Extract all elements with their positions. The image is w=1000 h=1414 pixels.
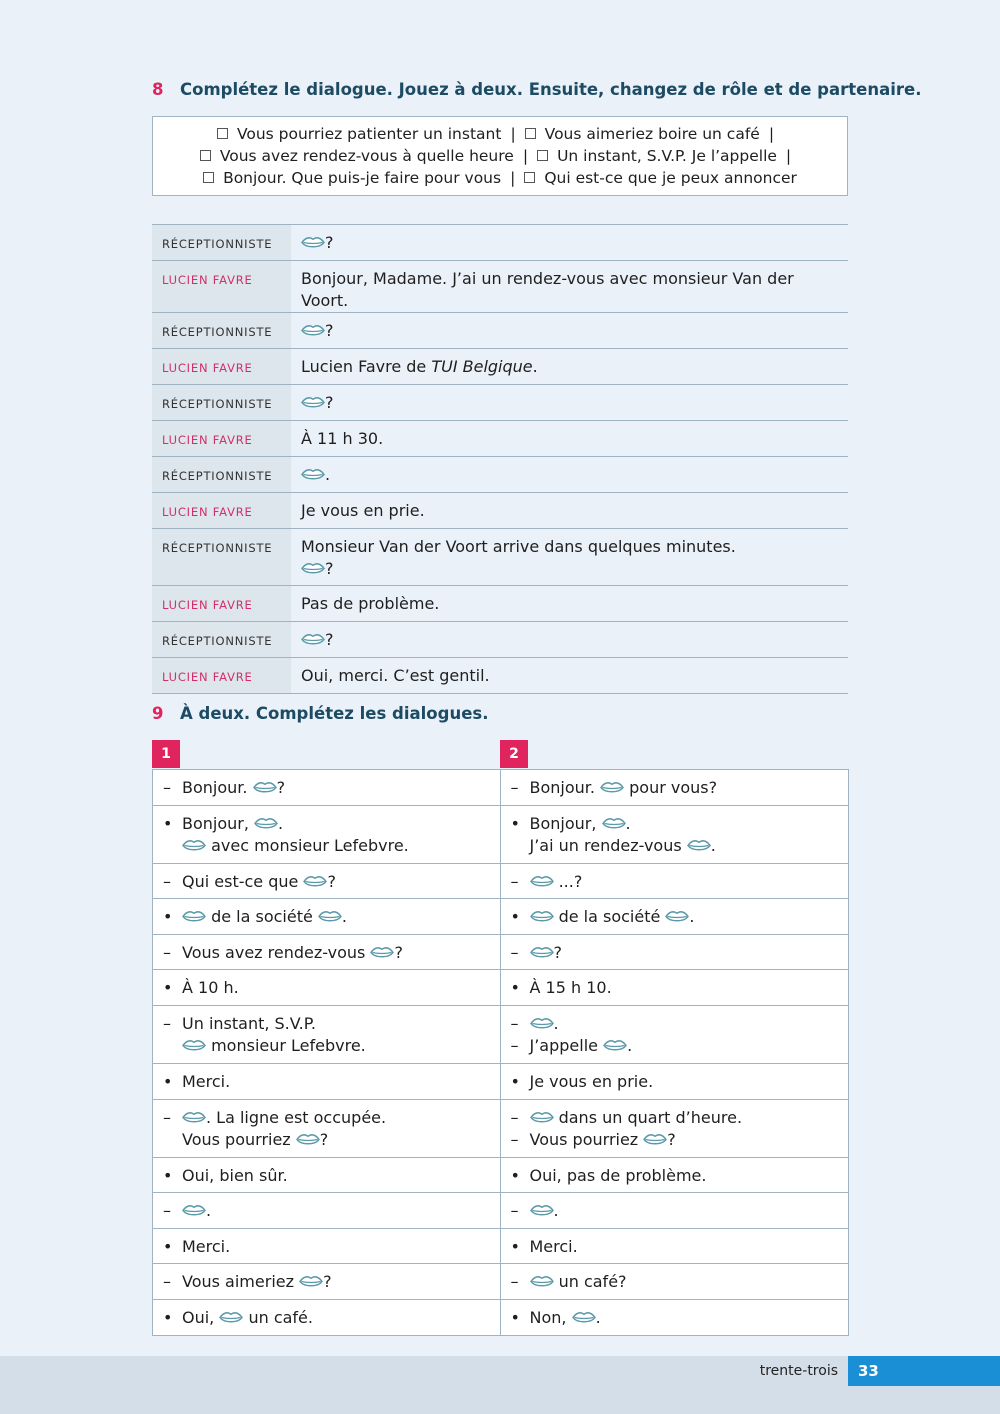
table-cell bbox=[501, 1100, 849, 1157]
text: Bonjour. bbox=[529, 778, 601, 797]
table-cell bbox=[501, 1193, 849, 1228]
text: Vous pourriez bbox=[529, 1129, 644, 1149]
dialogue-row bbox=[152, 622, 848, 658]
table-row bbox=[153, 863, 848, 899]
table-row bbox=[153, 969, 848, 1005]
table-row bbox=[153, 1228, 848, 1264]
dialogues-table bbox=[152, 769, 849, 1336]
table-cell bbox=[501, 1229, 849, 1264]
lips-icon[interactable] bbox=[530, 875, 554, 888]
lips-icon[interactable] bbox=[370, 946, 394, 959]
dash-marker: – bbox=[510, 1129, 519, 1149]
bullet-marker: • bbox=[510, 978, 520, 998]
table-cell bbox=[153, 935, 501, 970]
text: de la société bbox=[553, 907, 666, 927]
speaker-label: LUCIEN FAVRE bbox=[152, 658, 291, 693]
exercise-instruction: Complétez le dialogue. Jouez à deux. Ensuite, changez de rôle et de partenaire. bbox=[180, 80, 922, 99]
text: Un instant, S.V.P. bbox=[182, 1013, 316, 1033]
punctuation: . bbox=[627, 1035, 633, 1055]
speaker-label: RÉCEPTIONNISTE bbox=[152, 622, 291, 657]
text: avec monsieur Lefebvre. bbox=[206, 835, 409, 855]
dash-marker: – bbox=[163, 1201, 171, 1221]
speaker-label: LUCIEN FAVRE bbox=[152, 586, 291, 621]
text: Merci. bbox=[529, 1236, 578, 1256]
speaker-label: LUCIEN FAVRE bbox=[152, 349, 291, 384]
option-text: Vous avez rendez-vous à quelle heure bbox=[219, 147, 514, 165]
text: ...? bbox=[553, 871, 583, 891]
text: Bonjour, bbox=[182, 813, 255, 833]
dash-marker: – bbox=[163, 1013, 171, 1033]
text: Qui est-ce que bbox=[182, 871, 304, 891]
lips-icon[interactable] bbox=[182, 1111, 206, 1124]
separator: | bbox=[785, 147, 792, 165]
lips-icon[interactable] bbox=[301, 396, 325, 409]
lips-icon[interactable] bbox=[530, 1275, 554, 1288]
page-footer bbox=[0, 1356, 1000, 1414]
lips-icon[interactable] bbox=[530, 1204, 554, 1217]
lips-icon[interactable] bbox=[572, 1311, 596, 1324]
dialogue-row bbox=[152, 421, 848, 457]
page-number: 33 bbox=[848, 1356, 1000, 1386]
bullet-marker: • bbox=[163, 1236, 173, 1256]
dialogue-line bbox=[291, 529, 848, 585]
exercise-number: 8 bbox=[152, 80, 164, 99]
lips-icon[interactable] bbox=[602, 817, 626, 830]
table-row bbox=[153, 1063, 848, 1099]
separator: | bbox=[510, 169, 516, 187]
dialogue-row bbox=[152, 529, 848, 586]
dash-marker: – bbox=[510, 942, 519, 962]
table-row bbox=[153, 805, 848, 863]
punctuation: . bbox=[689, 907, 695, 927]
punctuation: . bbox=[553, 1201, 559, 1221]
dialogue-line bbox=[291, 385, 848, 420]
dialogue-line: Je vous en prie. bbox=[301, 501, 425, 520]
dialogue-line: Bonjour, Madame. J’ai un rendez-vous avec monsieur Van der Voort. bbox=[301, 269, 794, 310]
dialogue-line bbox=[291, 313, 848, 348]
lips-icon[interactable] bbox=[318, 910, 342, 923]
table-cell bbox=[501, 1264, 849, 1299]
dash-marker: – bbox=[163, 871, 171, 891]
dialogue-line bbox=[291, 225, 848, 260]
table-cell bbox=[153, 1264, 501, 1299]
punctuation: . bbox=[341, 907, 348, 927]
dialogue-row bbox=[152, 658, 848, 694]
table-cell bbox=[501, 935, 849, 970]
checkbox-icon[interactable] bbox=[525, 128, 536, 139]
table-cell bbox=[501, 864, 849, 899]
dialogue-line: À 11 h 30. bbox=[301, 429, 384, 448]
option-text: Qui est-ce que je peux annoncer bbox=[544, 169, 797, 187]
text: J’appelle bbox=[529, 1035, 604, 1055]
lips-icon[interactable] bbox=[303, 875, 327, 888]
punctuation: . bbox=[595, 1307, 601, 1327]
punctuation: ? bbox=[325, 321, 334, 340]
text: Vous pourriez bbox=[182, 1129, 296, 1149]
dash-marker: – bbox=[163, 1107, 171, 1127]
lips-icon[interactable] bbox=[530, 1017, 554, 1030]
checkbox-icon[interactable] bbox=[203, 172, 214, 183]
bullet-marker: • bbox=[163, 813, 173, 833]
option-text: Un instant, S.V.P. Je l’appelle bbox=[557, 147, 777, 165]
table-cell bbox=[153, 1300, 501, 1335]
dialogue-line: Pas de problème. bbox=[301, 594, 440, 613]
table-cell bbox=[501, 1006, 849, 1063]
lips-icon[interactable] bbox=[296, 1133, 320, 1146]
exercise-8-title bbox=[152, 80, 921, 99]
table-cell bbox=[501, 1064, 849, 1099]
dialogue-row bbox=[152, 349, 848, 385]
speaker-label: LUCIEN FAVRE bbox=[152, 493, 291, 528]
exercise-number: 9 bbox=[152, 704, 164, 723]
table-cell bbox=[153, 899, 501, 934]
text: Vous avez rendez-vous bbox=[182, 942, 371, 962]
company-name: TUI Belgique bbox=[431, 357, 533, 376]
option-text: Bonjour. Que puis-je faire pour vous bbox=[223, 169, 502, 187]
speaker-label: LUCIEN FAVRE bbox=[152, 261, 291, 312]
punctuation: ? bbox=[325, 393, 334, 412]
punctuation: . bbox=[206, 1201, 212, 1221]
table-row bbox=[153, 1192, 848, 1228]
dash-marker: – bbox=[510, 1107, 519, 1127]
bullet-marker: • bbox=[510, 1071, 520, 1091]
punctuation: . bbox=[710, 835, 716, 855]
dash-marker: – bbox=[510, 871, 519, 891]
text: Monsieur Van der Voort arrive dans quelques minutes. bbox=[301, 537, 736, 556]
speaker-label: RÉCEPTIONNISTE bbox=[152, 457, 291, 492]
dialogue-line bbox=[291, 622, 848, 657]
lips-icon[interactable] bbox=[299, 1275, 323, 1288]
lips-icon[interactable] bbox=[665, 910, 689, 923]
text: pour vous? bbox=[624, 778, 718, 797]
table-cell bbox=[153, 806, 501, 863]
dash-marker: – bbox=[510, 1035, 519, 1055]
text: ? bbox=[276, 778, 286, 797]
separator: | bbox=[522, 147, 529, 165]
dash-marker: – bbox=[510, 1272, 519, 1292]
dialogue-row bbox=[152, 385, 848, 421]
bullet-marker: • bbox=[510, 813, 520, 833]
bullet-marker: • bbox=[163, 1071, 173, 1091]
lips-icon[interactable] bbox=[182, 839, 206, 852]
lips-icon[interactable] bbox=[301, 236, 325, 249]
punctuation: ? bbox=[553, 942, 562, 962]
text: Vous aimeriez bbox=[182, 1272, 300, 1292]
table-row bbox=[153, 1005, 848, 1063]
text: À 10 h. bbox=[182, 978, 239, 998]
dialogue-row bbox=[152, 313, 848, 349]
dash-marker: – bbox=[510, 1013, 519, 1033]
speaker-label: RÉCEPTIONNISTE bbox=[152, 529, 291, 585]
lips-icon[interactable] bbox=[600, 781, 624, 794]
dialogue-row bbox=[152, 493, 848, 529]
text: un café? bbox=[553, 1272, 627, 1292]
table-cell bbox=[153, 1193, 501, 1228]
dash-marker: – bbox=[510, 778, 519, 797]
text: Bonjour, bbox=[529, 813, 602, 833]
lips-icon[interactable] bbox=[301, 562, 325, 575]
dialogue-line bbox=[291, 349, 848, 384]
bullet-marker: • bbox=[163, 1165, 173, 1185]
dash-marker: – bbox=[510, 1201, 519, 1221]
text: Bonjour. bbox=[182, 778, 253, 797]
page-number-words: trente-trois bbox=[759, 1363, 838, 1379]
table-cell bbox=[153, 1006, 501, 1063]
table-cell bbox=[153, 1100, 501, 1157]
dialogue-row bbox=[152, 225, 848, 261]
dialogue-line: Oui, merci. C’est gentil. bbox=[301, 666, 490, 685]
dialogue-table bbox=[152, 224, 848, 694]
bullet-marker: • bbox=[510, 1307, 520, 1327]
text: . bbox=[532, 357, 538, 376]
lips-icon[interactable] bbox=[301, 633, 325, 646]
text: À 15 h 10. bbox=[529, 978, 612, 998]
speaker-label: RÉCEPTIONNISTE bbox=[152, 385, 291, 420]
punctuation: ? bbox=[325, 233, 334, 252]
option-text: Vous pourriez patienter un instant bbox=[236, 125, 502, 143]
dialogue-row bbox=[152, 586, 848, 622]
table-cell bbox=[501, 1300, 849, 1335]
dialogue-row bbox=[152, 457, 848, 493]
lips-icon[interactable] bbox=[301, 324, 325, 337]
checkbox-icon[interactable] bbox=[200, 150, 211, 161]
bullet-marker: • bbox=[163, 907, 173, 927]
table-cell bbox=[501, 806, 849, 863]
table-row bbox=[153, 934, 848, 970]
text: Lucien Favre de bbox=[301, 357, 432, 376]
punctuation: ? bbox=[323, 1272, 332, 1292]
table-cell bbox=[501, 770, 849, 805]
punctuation: ? bbox=[325, 630, 334, 649]
dialogue-1-badge: 1 bbox=[152, 740, 180, 768]
punctuation: ? bbox=[319, 1129, 329, 1149]
lips-icon[interactable] bbox=[530, 910, 554, 923]
dash-marker: – bbox=[163, 942, 171, 962]
bullet-marker: • bbox=[510, 1165, 520, 1185]
punctuation: ? bbox=[667, 1129, 676, 1149]
punctuation: ? bbox=[327, 871, 336, 891]
separator: | bbox=[510, 125, 516, 143]
table-row bbox=[153, 1299, 848, 1335]
lips-icon[interactable] bbox=[643, 1133, 667, 1146]
table-cell bbox=[501, 1158, 849, 1193]
checkbox-icon[interactable] bbox=[524, 172, 535, 183]
table-cell bbox=[153, 1064, 501, 1099]
table-cell bbox=[153, 864, 501, 899]
lips-icon[interactable] bbox=[253, 781, 277, 794]
punctuation: . bbox=[625, 813, 631, 833]
punctuation: . bbox=[325, 465, 331, 484]
table-row bbox=[153, 770, 848, 805]
text: dans un quart d’heure. bbox=[553, 1107, 743, 1127]
text: un café. bbox=[243, 1307, 313, 1327]
text: Oui, pas de problème. bbox=[529, 1165, 707, 1185]
table-cell bbox=[153, 1229, 501, 1264]
checkbox-icon[interactable] bbox=[537, 150, 548, 161]
table-cell bbox=[501, 899, 849, 934]
punctuation: . bbox=[553, 1013, 559, 1033]
dialogue-2-badge: 2 bbox=[500, 740, 528, 768]
speaker-label: RÉCEPTIONNISTE bbox=[152, 313, 291, 348]
option-text: Vous aimeriez boire un café bbox=[544, 125, 760, 143]
table-cell bbox=[153, 970, 501, 1005]
lips-icon[interactable] bbox=[219, 1311, 243, 1324]
lips-icon[interactable] bbox=[301, 468, 325, 481]
punctuation: . bbox=[278, 813, 284, 833]
lips-icon[interactable] bbox=[603, 1039, 627, 1052]
lips-icon[interactable] bbox=[687, 839, 711, 852]
speaker-label: RÉCEPTIONNISTE bbox=[152, 225, 291, 260]
lips-icon[interactable] bbox=[254, 817, 278, 830]
lips-icon[interactable] bbox=[182, 1039, 206, 1052]
text: J’ai un rendez-vous bbox=[529, 835, 687, 855]
bullet-marker: • bbox=[510, 1236, 520, 1256]
checkbox-icon[interactable] bbox=[217, 128, 228, 139]
table-row bbox=[153, 1099, 848, 1157]
text: Merci. bbox=[182, 1071, 231, 1091]
bullet-marker: • bbox=[510, 907, 520, 927]
lips-icon[interactable] bbox=[182, 910, 206, 923]
dash-marker: – bbox=[163, 778, 171, 797]
table-row bbox=[153, 1263, 848, 1299]
dialogue-line bbox=[291, 457, 848, 492]
text: Merci. bbox=[182, 1236, 231, 1256]
bullet-marker: • bbox=[163, 978, 173, 998]
text: Je vous en prie. bbox=[529, 1071, 654, 1091]
word-box bbox=[152, 116, 848, 196]
text: de la société bbox=[206, 907, 318, 927]
dash-marker: – bbox=[163, 1272, 171, 1292]
lips-icon[interactable] bbox=[530, 1111, 554, 1124]
punctuation: ? bbox=[325, 559, 334, 578]
bullet-marker: • bbox=[163, 1307, 173, 1327]
table-cell bbox=[501, 970, 849, 1005]
text: Non, bbox=[529, 1307, 572, 1327]
separator: | bbox=[768, 125, 775, 143]
text: . La ligne est occupée. bbox=[206, 1107, 387, 1127]
exercise-instruction: À deux. Complétez les dialogues. bbox=[180, 704, 489, 723]
exercise-9-title bbox=[152, 704, 488, 723]
table-row bbox=[153, 898, 848, 934]
text: Oui, bien sûr. bbox=[182, 1165, 288, 1185]
lips-icon[interactable] bbox=[530, 946, 554, 959]
table-cell bbox=[153, 770, 501, 805]
text: Oui, bbox=[182, 1307, 220, 1327]
text: monsieur Lefebvre. bbox=[206, 1035, 366, 1055]
punctuation: ? bbox=[394, 942, 403, 962]
lips-icon[interactable] bbox=[182, 1204, 206, 1217]
speaker-label: LUCIEN FAVRE bbox=[152, 421, 291, 456]
table-row bbox=[153, 1157, 848, 1193]
table-cell bbox=[153, 1158, 501, 1193]
dialogue-row bbox=[152, 261, 848, 313]
